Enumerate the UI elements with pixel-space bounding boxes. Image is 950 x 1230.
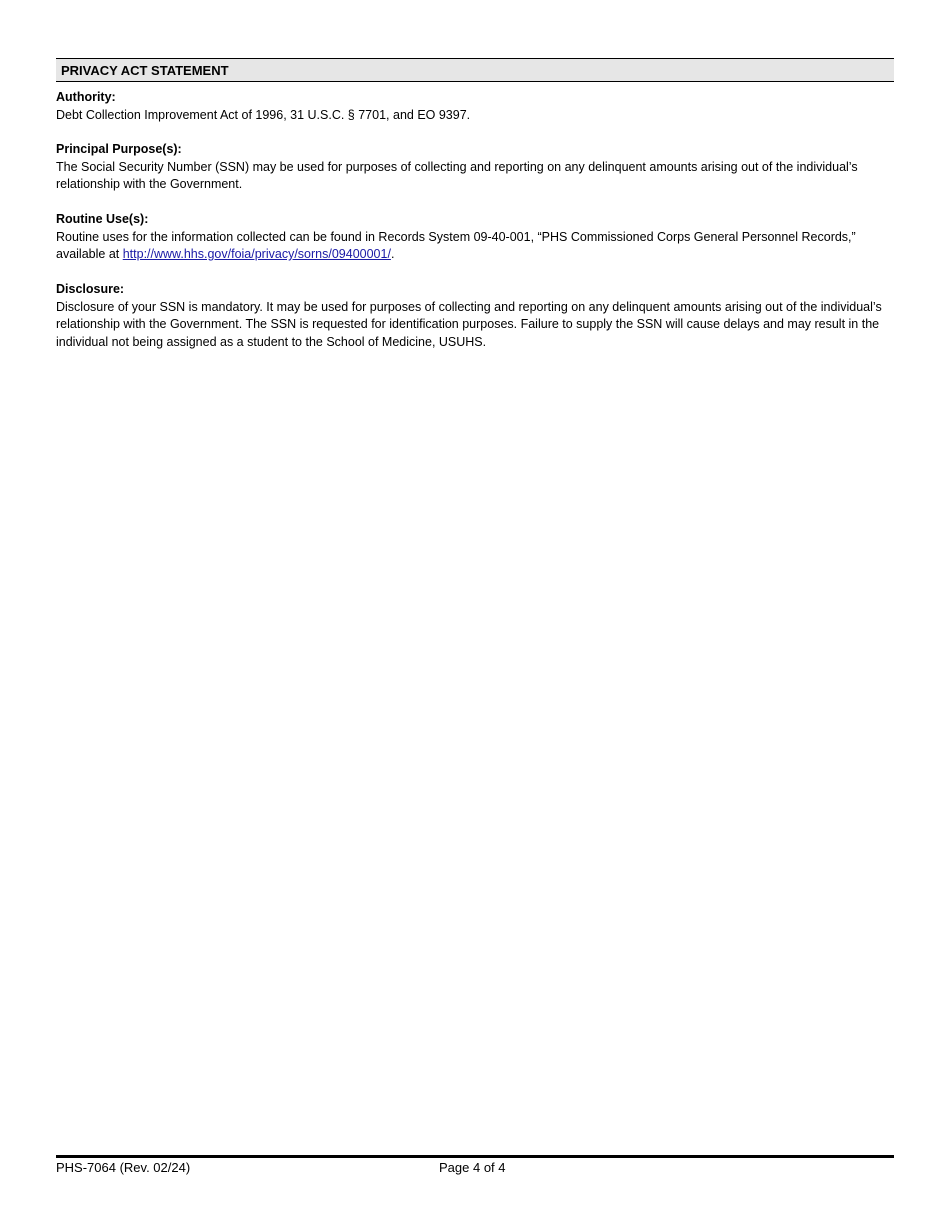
sorn-link[interactable]: http://www.hhs.gov/foia/privacy/sorns/09400001/	[122, 247, 391, 261]
authority-section	[56, 89, 896, 124]
privacy-act-header: PRIVACY ACT STATEMENT	[56, 58, 894, 82]
disclosure-section	[56, 281, 896, 351]
principal-purpose-label: Principal Purpose(s):	[56, 142, 182, 156]
form-number: PHS-7064 (Rev. 02/24)	[56, 1160, 191, 1175]
authority-text: Debt Collection Improvement Act of 1996, 31 U.S.C. § 7701, and EO 9397.	[56, 107, 471, 122]
routine-use-section	[56, 211, 896, 264]
routine-use-text	[56, 229, 896, 264]
routine-use-text-before: Routine uses for the information collected can be found in Records System 09-40-001, “PHS Commissioned Corps General Personnel Records,” available at	[56, 229, 856, 261]
page-number: Page 4 of 4	[439, 1160, 506, 1175]
footer-divider	[56, 1155, 894, 1158]
disclosure-label: Disclosure:	[56, 282, 125, 296]
authority-label: Authority:	[56, 90, 116, 104]
routine-use-label: Routine Use(s):	[56, 212, 149, 226]
principal-purpose-text: The Social Security Number (SSN) may be used for purposes of collecting and reporting on any delinquent amounts arising out of the individual’s relationship with the Government.	[56, 159, 858, 191]
principal-purpose-section	[56, 141, 896, 194]
disclosure-text: Disclosure of your SSN is mandatory. It may be used for purposes of collecting and reporting on any delinquent amounts arising out of the individual’s relationship with the Government. The SSN is requested for identification purposes. Failure to supply the SSN will cause delays and may result in the individual not being assigned as a student to the School of Medicine, USUHS.	[56, 299, 882, 349]
routine-use-text-after: .	[390, 247, 395, 261]
